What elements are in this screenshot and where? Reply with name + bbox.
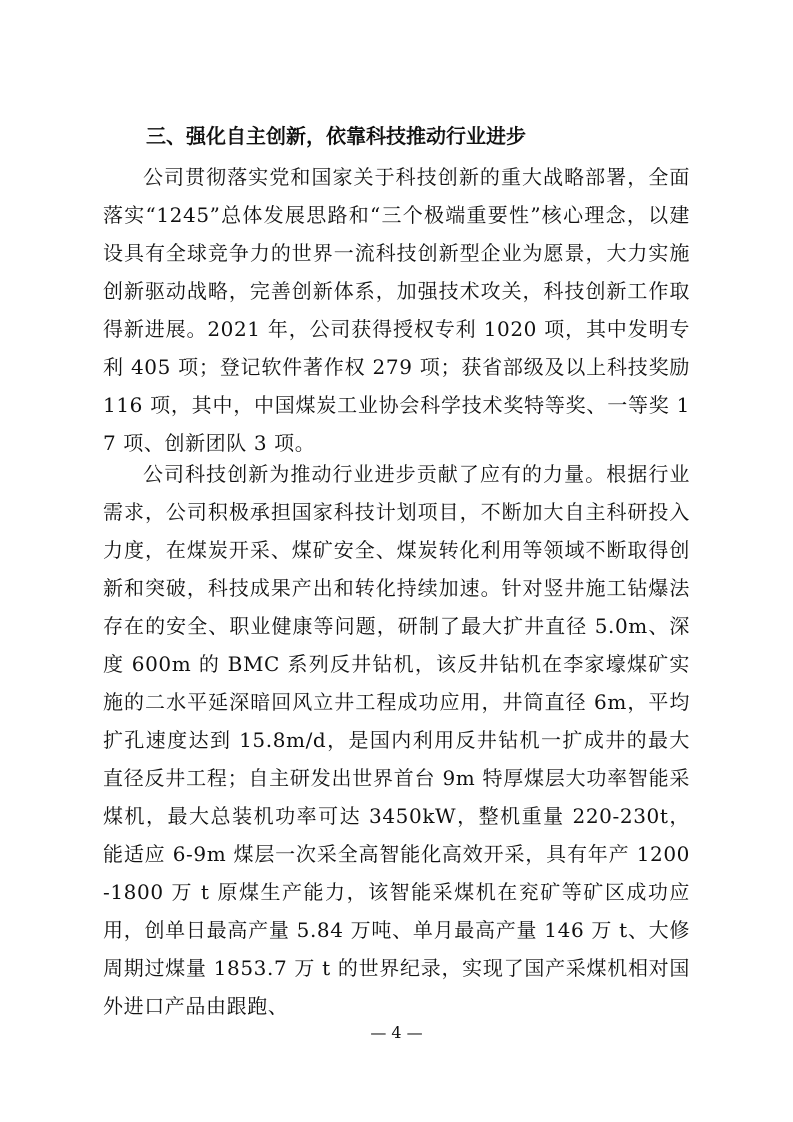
section-heading: 三、强化自主创新，依靠科技推动行业进步 xyxy=(146,124,526,148)
paragraph-industry-contribution: 公司科技创新为推动行业进步贡献了应有的力量。根据行业需求，公司积极承担国家科技计划项目，不断加大自主科研投入力度，在煤炭开采、煤矿安全、煤炭转化利用等领域不断取得创新和突破，科技成果产出和转化持续加速。针对竖井施工钻爆法存在的安全、职业健康等问题，研制了最大扩井直径 5.0m、深度 600m 的 BMC 系列反井钻机，该反井钻机在李家壕煤矿实施的二水平延深暗回风立井工程成功应用，井筒直径 6m，平均扩孔速度达到 15.8m/d，是国内利用反井钻机一扩成井的最大直径反井工程；自主研发出世界首台 9m 特厚煤层大功率智能采煤机，最大总装机功率可达 3450kW，整机重量 220-230t，能适应 6-9m 煤层一次采全高智能化高效开采，具有年产 1200-1800 万 t 原煤生产能力，该智能采煤机在兖矿等矿区成功应用，创单日最高产量 5.84 万吨、单月最高产量 146 万 t、大修周期过煤量 1853.7 万 t 的世界纪录，实现了国产采煤机相对国外进口产品由跟跑、 xyxy=(103,462,690,1018)
page-number: — 4 — xyxy=(370,1023,423,1042)
paragraph-innovation-achievements: 公司贯彻落实党和国家关于科技创新的重大战略部署，全面落实“1245”总体发展思路和“三个极端重要性”核心理念，以建设具有全球竞争力的世界一流科技创新型企业为愿景，大力实施创新驱动战略，完善创新体系，加强技术攻关，科技创新工作取得新进展。2021 年，公司获得授权专利 1020 项，其中发明专利 405 项；登记软件著作权 279 项；获省部级及以上科技奖励 116 项，其中，中国煤炭工业协会科学技术奖特等奖、一等奖 17 项、创新团队 3 项。 xyxy=(103,165,690,455)
